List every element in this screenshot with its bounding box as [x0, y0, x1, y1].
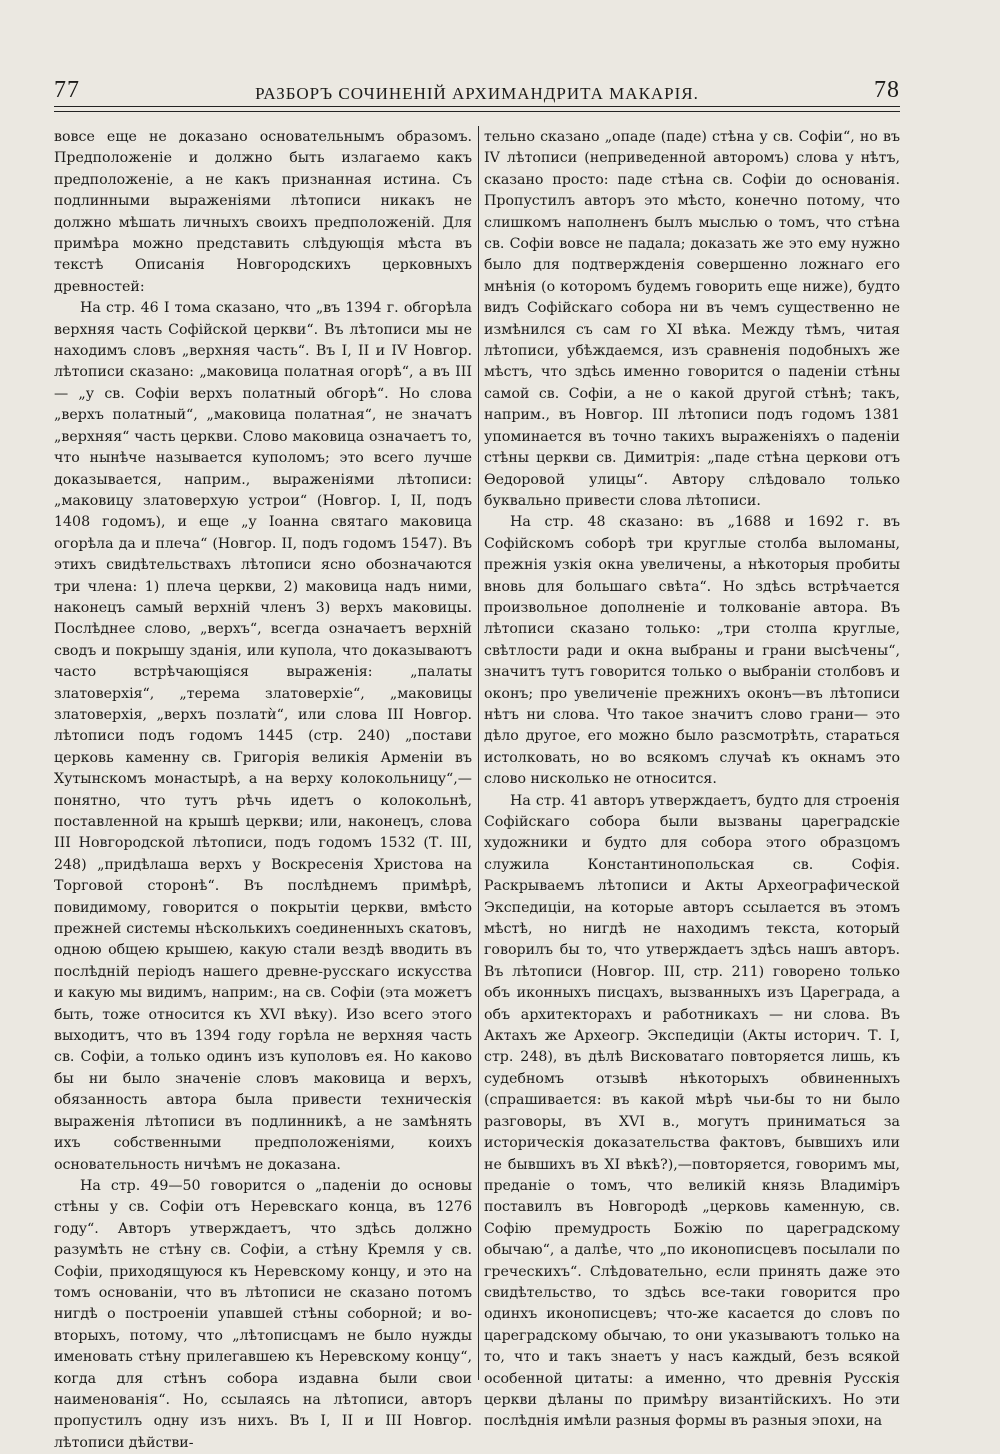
right-column: [484, 127, 900, 1430]
right-paragraph-3: На стр. 41 авторъ утверждаетъ, будто для строенія Софійскаго собора были вызваны цареградскіе художники и будто для собора этого образцомъ служила Константинопольская св. Софія. Раскрываемъ лѣтописи и Акты Археографической Экспедиціи, на которые авторъ ссылается въ этомъ мѣстѣ, но нигдѣ не находимъ текста, который говорилъ бы то, что утверждаетъ здѣсь нашъ авторъ. Въ лѣтописи (Новгор. III, стр. 211) говорено только объ иконныхъ писцахъ, вызванныхъ изъ Цареграда, а объ архитекторахъ и работникахъ — ни слова. Въ Актахъ же Археогр. Экспедиціи (Акты историч. Т. I, стр. 248), въ дѣлѣ Висковатаго повторяется лишь, къ судебномъ отзывѣ нѣкоторыхъ обвиненныхъ (спрашивается: въ какой мѣрѣ чьи-бы то ни было разговоры, въ XVI в., могутъ приниматься за историческія доказательства фактовъ, бывшихъ или не бывшихъ въ XI вѣкѣ?),—повторяется, говоримъ мы, преданіе о томъ, что великій князь Владиміръ поставилъ въ Новгородѣ „церковь каменную, св. Софію премудрость Божію по цареградскому обычаю“, а далѣе, что „по иконописцевъ посылали по греческихъ“. Слѣдовательно, если принять даже это свидѣтельство, то здѣсь все-таки говорится про одинхъ иконописцевъ; что-же касается до словъ по цареградскому обычаю, то они указываютъ только на то, что и такъ знаетъ у насъ каждый, безъ всякой особенной цитаты: а именно, что древнія Русскія церкви дѣланы по примѣру византійскихъ. Но эти послѣднія имѣли разныя формы въ разныя эпохи, на: [484, 792, 900, 1430]
left-column: [54, 127, 472, 1451]
right-paragraph-2: На стр. 48 сказано: въ „1688 и 1692 г. въ Софійскомъ соборѣ три круглые столба выломаны, прежнія узкія окна увеличены, а нѣкоторыя пробиты вновь для большаго свѣта“. Но здѣсь встрѣчается произвольное дополненіе и толкованіе автора. Въ лѣтописи сказано только: „три столпа круглые, свѣтлости ради и окна выбраны и грани высѣчены“, значитъ тутъ говорится только о выбраніи столбовъ и оконъ; про увеличеніе прежнихъ оконъ—въ лѣтописи нѣтъ ни слова. Что такое значитъ слово грани— это дѣло другое, его можно было разсмотрѣть, стараться истолковать, но во всякомъ случаѣ къ окнамъ это слово нисколько не относится.: [484, 514, 900, 788]
running-header: [54, 70, 900, 104]
running-title: РАЗБОРЪ СОЧИНЕНІЙ АРХИМАНДРИТА МАКАРІЯ.: [255, 84, 699, 103]
right-page-number: 78: [874, 77, 900, 103]
header-rule-top: [54, 106, 900, 107]
left-page-number: 77: [54, 77, 80, 103]
column-divider: [478, 126, 479, 1380]
header-rule-bottom: [54, 111, 900, 112]
left-paragraph-1: вовсе еще не доказано основательнымъ образомъ. Предположеніе и должно быть излагаемо какъ предположеніе, а не какъ признанная истина. Съ подлинными выраженіями лѣтописи никакъ не должно мѣшать личныхъ своихъ предположеній. Для примѣра можно представить слѣдующія мѣста въ текстѣ Описанія Новгородскихъ церковныхъ древностей:: [54, 129, 472, 295]
left-paragraph-2: На стр. 46 I тома сказано, что „въ 1394 г. обгорѣла верхняя часть Софійской церкви“. Въ лѣтописи мы не находимъ словъ „верхняя часть“. Въ I, II и IV Новгор. лѣтописи сказано: „маковица полатная огорѣ“, а въ III — „у св. Софіи верхъ полатный обгорѣ“. Но слова „верхъ полатный“, „маковица полатная“, не значатъ „верхняя“ часть церкви. Слово маковица означаетъ то, что нынѣче называется куполомъ; это всего лучше доказывается, наприм., выраженіями лѣтописи: „маковицу златоверхую устрои“ (Новгор. I, II, подъ 1408 годомъ), и еще „у Іоанна святаго маковица огорѣла да и плеча“ (Новгор. II, подъ годомъ 1547). Въ этихъ свидѣтельствахъ лѣтописи ясно обозначаются три члена: 1) плеча церкви, 2) маковица надъ ними, наконецъ самый верхній членъ 3) верхъ маковицы. Послѣднее слово, „верхъ“, всегда означаетъ верхній сводъ и покрышу зданія, или купола, что доказываютъ часто встрѣчающіяся выраженія: „палаты златоверхія“, „терема златоверхіе“, „маковицы златоверхія, „верхъ позлатѝ“, или слова III Новгор. лѣтописи подъ годомъ 1445 (стр. 240) „постави церковь каменну св. Григорія великія Арменіи въ Хутынскомъ монастырѣ, а на верху колокольницу“,— понятно, что тутъ рѣчь идетъ о колокольнѣ, поставленной на крышѣ церкви; или, наконецъ, слова III Новгородской лѣтописи, подъ годомъ 1532 (Т. III, 248) „придѣлаша верхъ у Воскресенія Христова на Торговой сторонѣ“. Въ послѣднемъ примѣрѣ, повидимому, говорится о покрытіи церкви, вмѣсто прежней системы нѣсколькихъ соединенныхъ скатовъ, одною общею крышею, какую стали вездѣ вводить въ послѣдній періодъ нашего древне-русскаго искусства и какую мы видимъ, наприм:, на св. Софіи (эта можетъ быть, тоже относится къ XVI вѣку). Изо всего этого выходитъ, что въ 1394 году горѣла не верхняя часть св. Софіи, а только одинъ изъ куполовъ ея. Но каково бы ни было значеніе словъ маковица и верхъ, обязанность автора была привести техническія выраженія лѣтописи въ подлинникѣ, а не замѣнять ихъ собственными предположеніями, коихъ основательность ничѣмъ не доказана.: [54, 300, 472, 1173]
left-paragraph-3: На стр. 49—50 говорится о „паденіи до основы стѣны у св. Софіи отъ Неревскаго конца, въ 1276 году“. Авторъ утверждаетъ, что здѣсь должно разумѣть не стѣну св. Софіи, а стѣну Кремля у св. Софіи, приходящуюся къ Неревскому концу, и это на томъ основаніи, что въ лѣтописи не сказано потомъ нигдѣ о построеніи упавшей стѣны соборной; и во-вторыхъ, потому, что „лѣтописцамъ не было нужды именовать стѣну прилегавшею къ Неревскому концу“, когда для стѣнъ собора издавна были свои наименованія“. Но, ссылаясь на лѣтописи, авторъ пропустилъ одну изъ нихъ. Въ I, II и III Новгор. лѣтописи дѣйстви-: [54, 1177, 472, 1451]
right-paragraph-1: тельно сказано „опаде (паде) стѣна у св. Софіи“, но въ IV лѣтописи (неприведенной авторомъ) слова у нѣтъ, сказано просто: паде стѣна св. Софіи до основанія. Пропустилъ авторъ это мѣсто, конечно потому, что слишкомъ наполненъ былъ мыслью о томъ, что стѣна св. Софіи вовсе не падала; доказать же это ему нужно было для подтвержденія совершенно ложнаго его мнѣнія (о которомъ будемъ говорить еще ниже), будто видъ Софійскаго собора ни въ чемъ существенно не измѣнился съ сам го XI вѣка. Между тѣмъ, читая лѣтописи, убѣждаемся, изъ сравненія подобныхъ же мѣстъ, что здѣсь именно говорится о паденіи стѣны самой св. Софіи, а не о какой другой стѣнѣ; такъ, наприм., въ Новгор. III лѣтописи подъ годомъ 1381 упоминается въ точно такихъ выраженіяхъ о паденіи стѣны церкви св. Димитрія: „паде стѣна церкови отъ Ѳедоровой улицы“. Автору слѣдовало только буквально привести слова лѣтописи.: [484, 129, 900, 509]
